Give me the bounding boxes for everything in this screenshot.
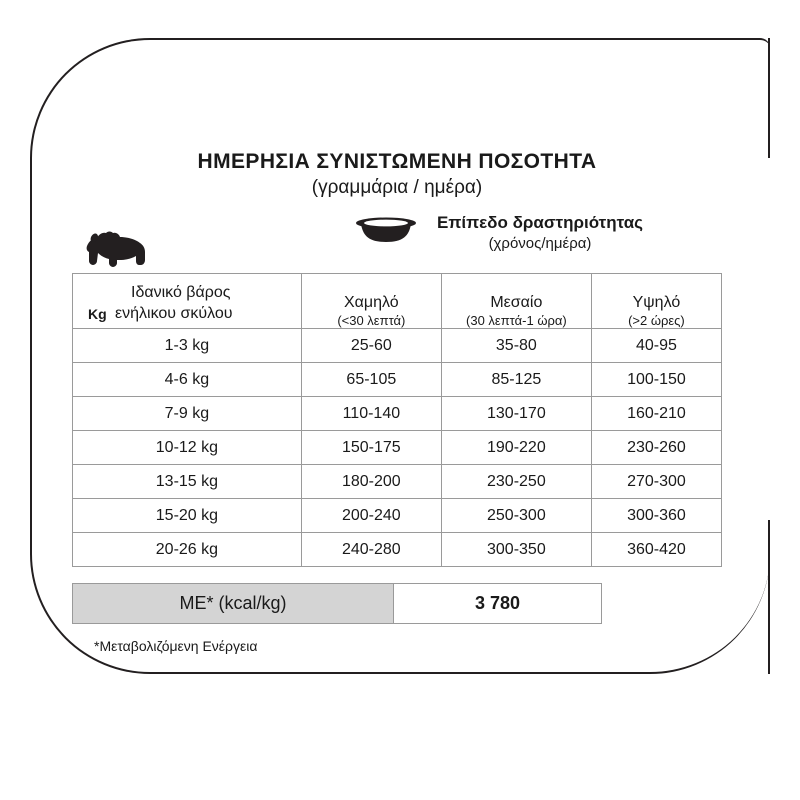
column-header-medium xyxy=(441,274,591,329)
table-row xyxy=(73,431,722,465)
feeding-table xyxy=(72,273,722,567)
cell-weight: 20-26 kg xyxy=(73,533,302,567)
column-header-high-name: Υψηλό xyxy=(632,294,681,311)
frame-edge-top xyxy=(768,38,770,158)
table-row xyxy=(73,397,722,431)
activity-header xyxy=(72,209,722,273)
me-value: 3 780 xyxy=(474,593,521,613)
table-row xyxy=(73,329,722,363)
page-subtitle: (γραμμάρια / ημέρα) xyxy=(311,177,483,198)
cell-weight: 7-9 kg xyxy=(73,397,302,431)
cell-high: 160-210 xyxy=(591,397,721,431)
cell-medium: 230-250 xyxy=(441,465,591,499)
page-title: ΗΜΕΡΗΣΙΑ ΣΥΝΙΣΤΩΜΕΝΗ ΠΟΣΟΤΗΤΑ xyxy=(197,150,597,173)
activity-level-title: Επίπεδο δραστηριότητας xyxy=(437,213,643,232)
cell-high: 270-300 xyxy=(591,465,721,499)
weight-header-line2: ενήλικου σκύλου xyxy=(115,305,233,322)
column-header-high xyxy=(591,274,721,329)
column-header-low-sub: (<30 λεπτά) xyxy=(337,313,406,328)
cell-weight: 10-12 kg xyxy=(73,431,302,465)
column-header-medium-name: Μεσαίο xyxy=(490,294,543,311)
column-header-low-name: Χαμηλό xyxy=(343,294,399,311)
frame-edge-bottom xyxy=(768,520,770,674)
column-header-high-sub: (>2 ώρες) xyxy=(628,313,685,328)
table-header-row xyxy=(73,274,722,329)
cell-medium: 300-350 xyxy=(441,533,591,567)
cell-weight: 13-15 kg xyxy=(73,465,302,499)
column-header-medium-sub: (30 λεπτά-1 ώρα) xyxy=(466,313,567,328)
cell-high: 100-150 xyxy=(591,363,721,397)
cell-low: 180-200 xyxy=(301,465,441,499)
weight-header-cell xyxy=(73,274,302,329)
weight-header-line1: Ιδανικό βάρος xyxy=(131,284,231,301)
cell-medium: 250-300 xyxy=(441,499,591,533)
column-header-low xyxy=(301,274,441,329)
cell-high: 300-360 xyxy=(591,499,721,533)
activity-level-subtitle: (χρόνος/ημέρα) xyxy=(488,235,592,252)
cell-weight: 4-6 kg xyxy=(73,363,302,397)
metabolizable-energy-block xyxy=(72,583,602,624)
cell-low: 110-140 xyxy=(301,397,441,431)
dog-icon xyxy=(83,230,149,270)
cell-low: 150-175 xyxy=(301,431,441,465)
cell-weight: 1-3 kg xyxy=(73,329,302,363)
footnote: *Μεταβολιζόμενη Ενέργεια xyxy=(94,638,258,654)
table-row xyxy=(73,533,722,567)
cell-medium: 35-80 xyxy=(441,329,591,363)
content-area xyxy=(72,150,722,654)
cell-medium: 130-170 xyxy=(441,397,591,431)
table-row xyxy=(73,499,722,533)
kg-label: Kg xyxy=(88,306,107,322)
cell-high: 230-260 xyxy=(591,431,721,465)
cell-weight: 15-20 kg xyxy=(73,499,302,533)
cell-low: 200-240 xyxy=(301,499,441,533)
cell-low: 25-60 xyxy=(301,329,441,363)
cell-medium: 190-220 xyxy=(441,431,591,465)
cell-low: 240-280 xyxy=(301,533,441,567)
cell-low: 65-105 xyxy=(301,363,441,397)
me-label: ME* (kcal/kg) xyxy=(73,584,394,623)
cell-medium: 85-125 xyxy=(441,363,591,397)
cell-high: 40-95 xyxy=(591,329,721,363)
cell-high: 360-420 xyxy=(591,533,721,567)
table-row xyxy=(73,465,722,499)
table-row xyxy=(73,363,722,397)
